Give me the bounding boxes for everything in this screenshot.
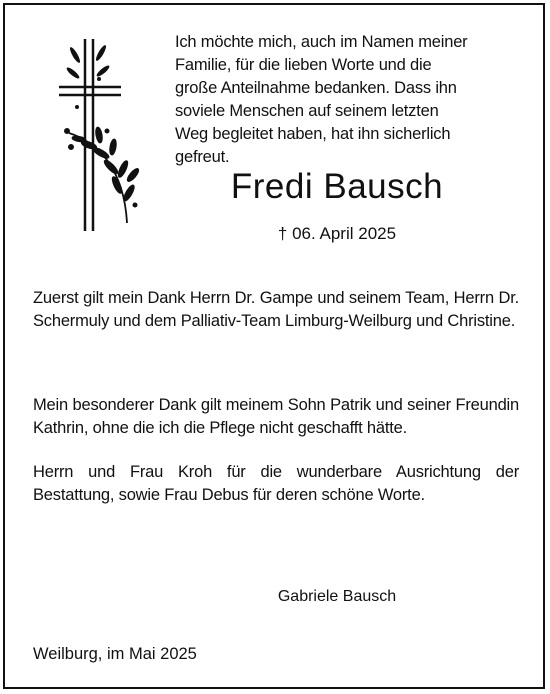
thanks-paragraph-doctors: Zuerst gilt mein Dank Herrn Dr. Gampe und seinem Team, Herrn Dr. Schermuly und dem Palliativ-Team Limburg-Weilburg und Christine. bbox=[33, 289, 519, 330]
thanks-paragraph-funeral: Herrn und Frau Kroh für die wunderbare Ausrichtung der Bestattung, sowie Frau Debus für deren schöne Worte. bbox=[33, 463, 519, 504]
thank-you-intro bbox=[175, 31, 475, 169]
place-and-date: Weilburg, im Mai 2025 bbox=[33, 645, 197, 663]
obituary-card bbox=[3, 3, 545, 689]
death-date: † 06. April 2025 bbox=[277, 224, 397, 243]
signer-name: Gabriele Bausch bbox=[277, 588, 397, 605]
cross-with-olive-branch-icon bbox=[55, 35, 145, 235]
deceased-name: Fredi Bausch bbox=[230, 167, 444, 206]
intro-text: Ich möchte mich, auch im Namen meiner Familie, für die lieben Worte und die große Anteilnahme bedanken. Dass ihn soviele Menschen auf seinem letzten Weg begleitet haben, hat ihn sicherlich gefreut. bbox=[175, 33, 468, 166]
thanks-paragraph-family: Mein besonderer Dank gilt meinem Sohn Patrik und seiner Freundin Kathrin, ohne die ich die Pflege nicht geschafft hätte. bbox=[33, 396, 519, 437]
